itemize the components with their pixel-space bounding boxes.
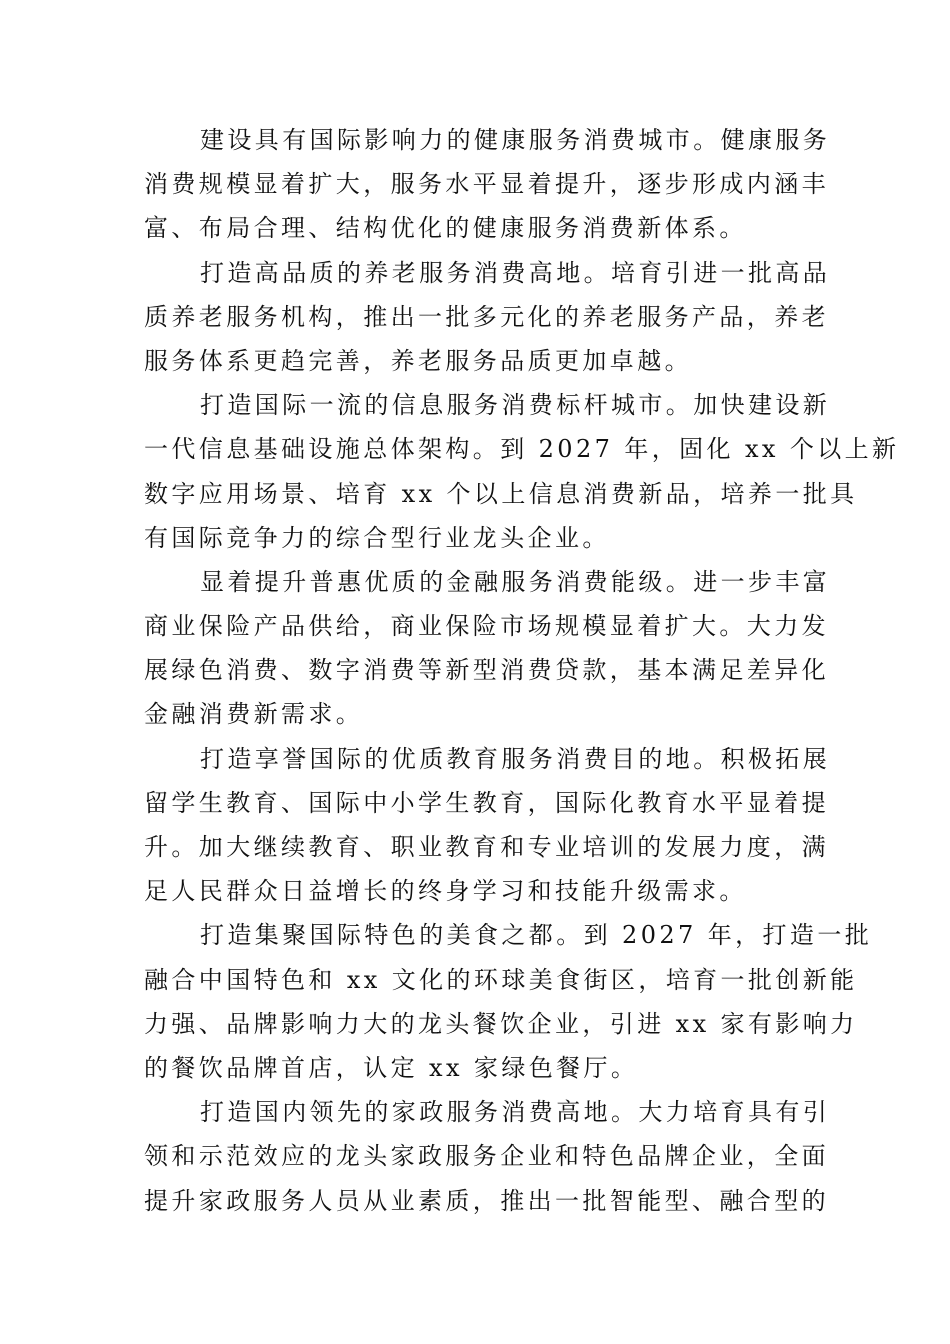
text-line: 融合中国特色和 xx 文化的环球美食街区，培育一批创新能 — [144, 965, 858, 994]
text-line: 打造集聚国际特色的美食之都。到 2027 年，打造一批 — [200, 921, 873, 950]
text-line: 数字应用场景、培育 xx 个以上信息消费新品，培养一批具 — [144, 479, 858, 508]
text-line: 建设具有国际影响力的健康服务消费城市。健康服务 — [200, 126, 831, 154]
paragraph-education-services — [144, 737, 831, 914]
text-line: 留学生教育、国际中小学生教育，国际化教育水平显着提 — [144, 788, 829, 817]
text-line: 商业保险产品供给，商业保险市场规模显着扩大。大力发 — [144, 612, 829, 641]
text-line: 一代信息基础设施总体架构。到 2027 年，固化 xx 个以上新 — [144, 435, 900, 464]
paragraph-health-services — [144, 118, 831, 251]
text-line: 质养老服务机构，推出一批多元化的养老服务产品，养老 — [144, 302, 829, 331]
paragraph-elderly-care — [144, 251, 831, 384]
text-line: 显着提升普惠优质的金融服务消费能级。进一步丰富 — [200, 567, 831, 596]
text-line: 力强、品牌影响力大的龙头餐饮企业，引进 xx 家有影响力 — [144, 1009, 858, 1038]
text-line: 服务体系更趋完善，养老服务品质更加卓越。 — [144, 346, 692, 375]
text-line: 领和示范效应的龙头家政服务企业和特色品牌企业，全面 — [144, 1142, 829, 1171]
text-line: 打造高品质的养老服务消费高地。培育引进一批高品 — [200, 258, 831, 287]
document-body — [144, 118, 900, 1223]
text-line: 富、布局合理、结构优化的健康服务消费新体系。 — [144, 214, 747, 243]
text-line: 升。加大继续教育、职业教育和专业培训的发展力度，满 — [144, 833, 829, 861]
paragraph-information-services — [144, 383, 900, 560]
text-line: 打造国内领先的家政服务消费高地。大力培育具有引 — [200, 1098, 831, 1127]
text-line: 足人民群众日益增长的终身学习和技能升级需求。 — [144, 877, 747, 906]
paragraph-financial-services — [144, 560, 831, 737]
text-line: 有国际竞争力的综合型行业龙头企业。 — [144, 523, 610, 552]
text-line: 提升家政服务人员从业素质，推出一批智能型、融合型的 — [144, 1186, 829, 1215]
text-line: 的餐饮品牌首店，认定 xx 家绿色餐厅。 — [144, 1053, 639, 1082]
text-line: 金融消费新需求。 — [144, 700, 364, 729]
paragraph-housekeeping-services — [144, 1090, 831, 1223]
text-line: 打造国际一流的信息服务消费标杆城市。加快建设新 — [200, 391, 831, 420]
paragraph-food-capital — [144, 913, 873, 1090]
text-line: 展绿色消费、数字消费等新型消费贷款，基本满足差异化 — [144, 656, 829, 685]
text-line: 打造享誉国际的优质教育服务消费目的地。积极拓展 — [200, 744, 831, 773]
text-line: 消费规模显着扩大，服务水平显着提升，逐步形成内涵丰 — [144, 170, 829, 199]
